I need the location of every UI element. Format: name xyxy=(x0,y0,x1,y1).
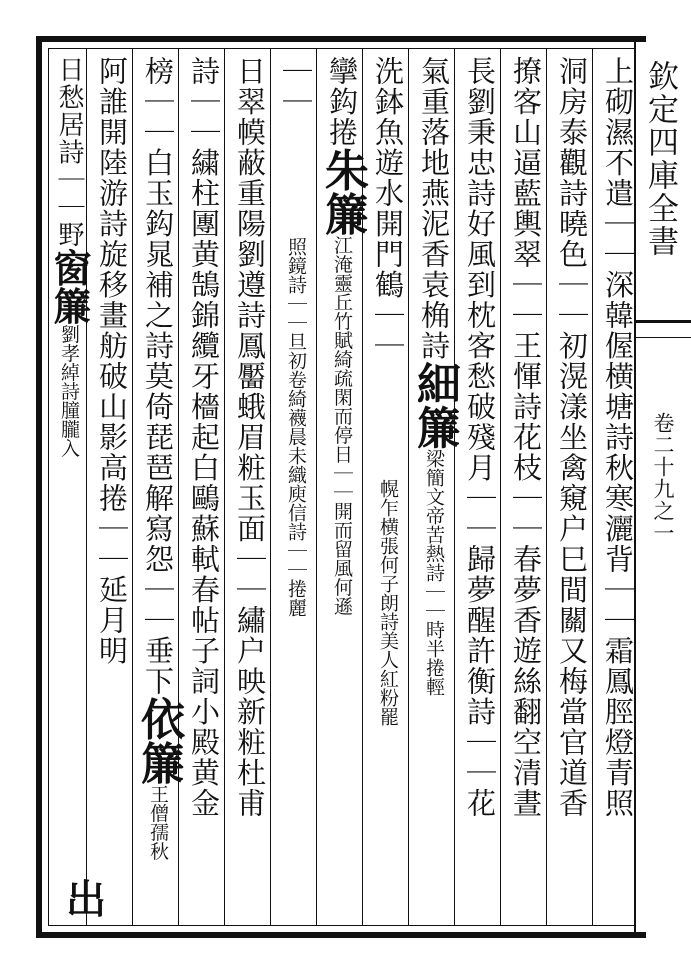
column-text: 洗鉢魚遊水開門鶴｜｜ xyxy=(371,56,405,361)
column-text: ｜｜ xyxy=(279,56,313,117)
column-text: 氣重落地燕泥香袁桷詩 xyxy=(417,56,451,361)
text-column-3: 撩客山逼藍輿翠｜｜王惲詩花枝｜｜春夢香遊絲翻空清晝 xyxy=(509,56,543,819)
text-column-10: 詩｜｜繍柱團黄鵠錦纜牙檣起白鷗蘇軾春帖子詞小殿黄金 xyxy=(187,56,221,819)
text-column-9: 日翠幙蔽重陽劉遵詩鳳靨蛾眉粧玉面｜｜繡户映新粧杜甫 xyxy=(233,56,267,819)
entry-note: 王僧孺秋 xyxy=(147,784,169,861)
entry-heading-xi-lian: 細簾 xyxy=(409,361,460,449)
entry-note: 梁簡文帝苦熱詩｜｜時半捲輕 xyxy=(423,449,445,696)
text-column-5 xyxy=(409,56,460,922)
book-title: 欽定四庫全書 xyxy=(642,60,678,258)
bottom-mark: 出 xyxy=(66,876,106,923)
text-column-2: 洞房泰觀詩曉色｜｜初滉漾坐禽窺户巳間關又梅當官道香 xyxy=(555,56,589,819)
column-text: 榜｜｜白玉鈎晁補之詩莫倚琵琶解寫怨｜｜垂下 xyxy=(141,56,175,697)
text-column-4: 長劉秉忠詩好風到枕客愁破殘月｜｜歸夢醒許衡詩｜｜花 xyxy=(463,56,497,819)
text-column-8 xyxy=(274,56,318,922)
entry-heading-zhu-lian: 朱簾 xyxy=(317,147,368,236)
volume-number: 卷二十九之一 xyxy=(651,412,675,544)
text-column-1: 上砌濕不遣｜｜深韓偓横塘詩秋寒灑背｜｜霜鳳脛燈青照 xyxy=(601,56,635,819)
entry-note: 幌乍横張何子朗詩美人紅粉罷 xyxy=(377,479,399,726)
entry-note: 照鏡詩｜｜旦初卷綺襪晨未織庾信詩｜｜捲麗 xyxy=(285,237,307,617)
text-column-13 xyxy=(47,56,92,922)
text-column-7 xyxy=(317,56,368,922)
entry-heading-yi-lian: 依簾 xyxy=(133,696,184,785)
entry-note: 江淹靈丘竹賦綺疏閑而停日｜｜開而留風何遜 xyxy=(331,235,353,616)
column-text: 日愁居詩｜｜野 xyxy=(54,56,84,249)
text-column-6 xyxy=(366,56,410,922)
entry-note: 劉孝綽詩朣朧入 xyxy=(58,324,80,458)
column-text: 攣鈎捲 xyxy=(325,56,359,148)
text-column-11 xyxy=(133,56,184,922)
text-column-12: 阿誰開陸游詩旋移畫舫破山影高捲｜｜延月明 xyxy=(95,56,129,666)
entry-heading-chuang-lian: 窗簾 xyxy=(47,248,92,325)
fish-tail-mark xyxy=(636,320,691,338)
